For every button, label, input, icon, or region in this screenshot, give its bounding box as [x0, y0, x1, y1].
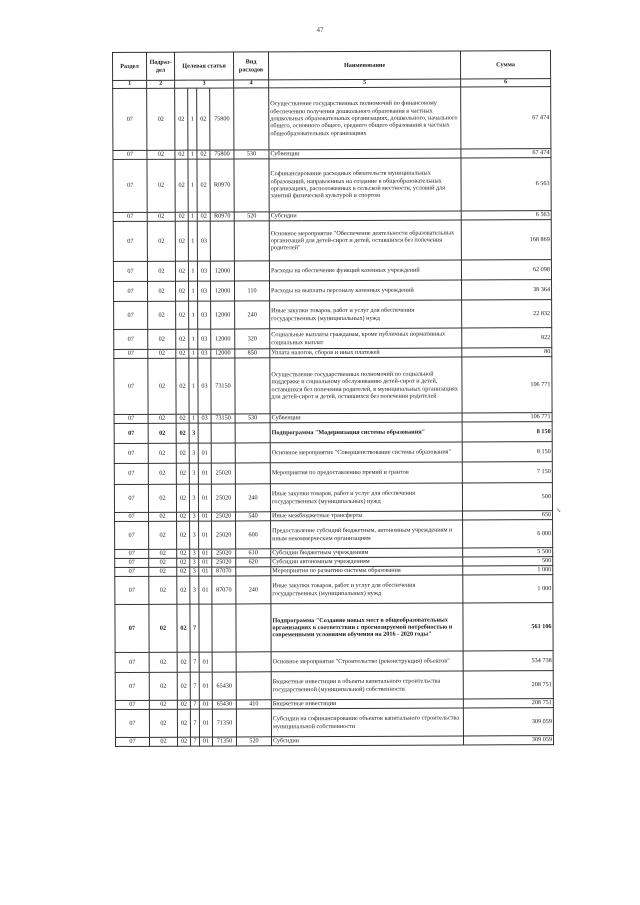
cell-target-3: 03 [197, 261, 210, 281]
cell-target-3: 03 [198, 414, 211, 423]
table-row [113, 158, 551, 213]
cell-sum: 62 098 [461, 260, 551, 280]
cell-target-1: 02 [176, 463, 189, 484]
cell-target-1: 02 [177, 558, 190, 567]
col-number: 1 [113, 80, 147, 88]
cell-podrazdel: 02 [147, 88, 175, 150]
cell-sum: 38 364 [461, 280, 551, 300]
cell-podrazdel: 02 [147, 150, 175, 159]
cell-podrazdel: 02 [149, 652, 177, 672]
cell-target-4: 12000 [210, 261, 234, 281]
cell-sum: 22 832 [462, 300, 552, 328]
cell-target-3: 03 [198, 329, 211, 349]
cell-target-1: 02 [177, 700, 190, 709]
cell-podrazdel: 02 [149, 576, 177, 604]
cell-sum: 106 771 [462, 357, 552, 413]
cell-target-4 [211, 423, 235, 443]
cell-name: Иные закупки товаров, работ и услуг для обеспечения государственных (муниципальных) нужд [270, 300, 462, 329]
cell-sum: 208 751 [463, 699, 553, 708]
cell-target-4: 87070 [212, 567, 236, 576]
cell-target-2: 7 [190, 652, 199, 672]
cell-target-4: 71350 [212, 709, 236, 737]
cell-podrazdel: 02 [148, 484, 176, 512]
cell-name: Расходы на обеспечение функций казенных учреждений [269, 260, 461, 281]
cell-name: Мероприятия по предоставлению премий и грантов [270, 462, 462, 484]
cell-razdel: 07 [113, 88, 147, 150]
cell-target-1: 02 [175, 261, 188, 281]
table-row [114, 280, 552, 302]
cell-target-4: 12000 [211, 281, 235, 301]
cell-target-1: 02 [177, 549, 190, 558]
cell-razdel: 07 [115, 700, 149, 709]
cell-podrazdel: 02 [148, 358, 176, 414]
cell-razdel: 07 [115, 652, 149, 672]
cell-podrazdel: 02 [149, 604, 177, 652]
cell-target-1: 02 [176, 301, 189, 329]
cell-name: Софинансирование расходных обязательств муниципальных образований, направленных на создание в общеобразовательных организациях, расположенных в сельской местности, условий для занятий физической культурой и спортом [269, 158, 461, 212]
cell-target-3: 01 [199, 512, 212, 521]
cell-sum: 822 [462, 328, 552, 348]
cell-target-4: 75800 [210, 88, 234, 150]
cell-target-4: 65430 [212, 700, 236, 709]
cell-target-3: 03 [198, 358, 211, 414]
cell-target-3: 01 [199, 567, 212, 576]
cell-target-2: 1 [188, 159, 197, 212]
cell-target-3: 01 [199, 549, 212, 558]
budget-table [112, 50, 554, 747]
cell-expense-type [235, 423, 270, 443]
col-number: 5 [269, 79, 461, 88]
cell-target-1: 02 [177, 521, 190, 549]
cell-expense-type: 110 [235, 281, 270, 301]
cell-podrazdel: 02 [148, 349, 176, 358]
cell-target-2: 1 [188, 221, 197, 261]
cell-target-2: 3 [190, 512, 199, 521]
cell-sum: 8 150 [462, 422, 552, 442]
cell-sum: 309 059 [463, 736, 553, 745]
cell-target-1: 02 [175, 150, 188, 159]
cell-name: Подпрограмма "Модернизация системы образования" [270, 422, 462, 443]
cell-razdel: 07 [113, 212, 147, 221]
cell-name: Уплата налогов, сборов и иных платежей [270, 348, 462, 358]
cell-name: Социальные выплаты гражданам, кроме публичных нормативных социальных выплат [270, 328, 462, 349]
cell-name: Субсидии [271, 736, 463, 746]
cell-target-3: 02 [197, 150, 210, 159]
cell-target-1: 02 [176, 484, 189, 512]
cell-target-2: 1 [189, 301, 198, 329]
cell-target-2: 3 [189, 423, 198, 443]
header-expense-type: Вид расходов [234, 52, 269, 80]
cell-target-2: 7 [190, 672, 199, 700]
cell-razdel: 07 [114, 414, 148, 423]
cell-target-3: 01 [199, 737, 212, 746]
cell-target-2: 7 [190, 737, 199, 746]
cell-podrazdel: 02 [149, 737, 177, 746]
cell-expense-type [234, 261, 269, 281]
page-number: 47 [316, 26, 324, 34]
cell-target-2: 7 [190, 709, 199, 737]
cell-target-3: 02 [197, 159, 210, 212]
cell-razdel: 07 [115, 576, 149, 604]
cell-razdel: 07 [114, 463, 148, 484]
cell-razdel: 07 [115, 567, 149, 576]
cell-name: Субвенции [269, 149, 461, 159]
cell-podrazdel: 02 [148, 423, 176, 443]
cell-target-3: 01 [199, 709, 212, 737]
cell-target-3: 02 [197, 212, 210, 221]
table-row [115, 671, 553, 701]
cell-sum: 1 000 [463, 566, 553, 575]
cell-target-2: 3 [189, 443, 198, 463]
cell-target-3: 01 [199, 700, 212, 709]
cell-target-2: 3 [189, 463, 198, 484]
cell-expense-type [236, 604, 271, 652]
cell-razdel: 07 [114, 281, 148, 301]
cell-expense-type: 240 [235, 301, 270, 329]
cell-name: Основное мероприятие "Строительство (реконструкция) объектов" [271, 651, 463, 672]
cell-target-4: 25020 [211, 484, 235, 512]
cell-target-1: 02 [176, 423, 189, 443]
margin-mark: ↘ [556, 508, 562, 514]
cell-name: Бюджетные инвестиции в объекты капитального строительства государственной (муниципальной) собственности [271, 671, 463, 700]
cell-sum: 534 738 [463, 651, 553, 671]
cell-target-2: 3 [190, 558, 199, 567]
cell-sum: 6 000 [463, 520, 553, 548]
cell-expense-type [236, 567, 271, 576]
cell-target-2: 1 [189, 349, 198, 358]
cell-target-3: 01 [198, 443, 211, 463]
col-number: 2 [147, 80, 175, 88]
cell-razdel: 07 [115, 604, 149, 652]
cell-razdel: 07 [115, 521, 149, 549]
cell-target-4: 73150 [211, 414, 235, 423]
cell-target-1: 02 [177, 709, 190, 737]
cell-name: Бюджетные инвестиции [271, 699, 463, 709]
cell-sum: 106 771 [462, 413, 552, 422]
table-row [114, 357, 552, 415]
cell-target-1: 02 [175, 221, 188, 261]
cell-razdel: 07 [114, 484, 148, 512]
cell-target-4: 25020 [212, 558, 236, 567]
cell-name: Иные межбюджетные трансферты [271, 511, 463, 521]
header-target-article: Целевая статья [175, 52, 234, 80]
cell-name: Субсидии [269, 211, 461, 221]
cell-target-2: 7 [190, 700, 199, 709]
table-row [115, 520, 553, 550]
cell-podrazdel: 02 [148, 414, 176, 423]
cell-podrazdel: 02 [149, 549, 177, 558]
cell-name: Основное мероприятие "Совершенствование системы образования" [270, 442, 462, 463]
cell-target-4: 25020 [212, 521, 236, 549]
cell-name: Подпрограмма "Создание новых мест в общеобразовательных организациях в соответствии с прогнозируемой потребностью и современными условиями обучения на 2016 - 2020 годы" [271, 603, 463, 652]
table-row [114, 442, 552, 464]
cell-expense-type: 240 [236, 576, 271, 604]
cell-target-1: 02 [177, 672, 190, 700]
cell-target-4: 12000 [211, 349, 235, 358]
cell-target-1: 02 [176, 329, 189, 349]
cell-expense-type: 240 [235, 484, 270, 512]
cell-sum: 500 [462, 483, 552, 511]
cell-target-2: 1 [188, 88, 197, 150]
cell-target-4: 75800 [210, 150, 234, 159]
cell-target-2: 1 [188, 261, 197, 281]
cell-razdel: 07 [113, 150, 147, 159]
cell-name: Осуществление государственных полномочий по финансовому обеспечению получения дошкольного образования в частных дошкольных образовательных организациях, дошкольного, начального общего, основного общего, среднего общего образования в частных общеобразовательных организациях [269, 87, 461, 150]
table-row [114, 300, 552, 330]
cell-target-1: 02 [175, 159, 188, 212]
cell-target-4: 25020 [211, 463, 235, 484]
cell-target-3: 03 [197, 221, 210, 261]
cell-razdel: 07 [115, 709, 149, 737]
cell-target-2: 3 [189, 484, 198, 512]
cell-sum: 1 000 [463, 575, 553, 603]
cell-target-1: 02 [177, 512, 190, 521]
cell-expense-type: 520 [234, 212, 269, 221]
cell-name: Субсидии бюджетным учреждениям [271, 548, 463, 558]
cell-target-3: 03 [198, 301, 211, 329]
cell-target-2: 3 [190, 521, 199, 549]
cell-target-2: 3 [190, 549, 199, 558]
cell-target-3: 03 [198, 349, 211, 358]
cell-expense-type: 530 [235, 414, 270, 423]
cell-target-4: 25020 [212, 549, 236, 558]
cell-expense-type [235, 358, 270, 414]
cell-target-4: 25020 [212, 512, 236, 521]
cell-target-3: 01 [198, 463, 211, 484]
table-row [115, 708, 553, 738]
cell-expense-type: 850 [235, 349, 270, 358]
cell-target-3: 03 [198, 281, 211, 301]
cell-sum: 67 474 [461, 87, 551, 149]
table-row [115, 575, 553, 605]
cell-podrazdel: 02 [149, 672, 177, 700]
cell-target-4 [212, 652, 236, 672]
cell-target-1: 02 [176, 414, 189, 423]
cell-sum: 168 869 [461, 220, 551, 260]
cell-razdel: 07 [114, 329, 148, 349]
cell-sum: 6 563 [461, 211, 551, 220]
cell-target-2: 1 [189, 414, 198, 423]
cell-razdel: 07 [113, 221, 147, 261]
cell-name: Расходы на выплаты персоналу казенных учреждений [270, 280, 462, 301]
cell-razdel: 07 [115, 737, 149, 746]
cell-target-4: 65430 [212, 672, 236, 700]
cell-podrazdel: 02 [149, 709, 177, 737]
col-number: 3 [175, 80, 234, 88]
cell-podrazdel: 02 [147, 212, 175, 221]
cell-target-4 [212, 604, 236, 652]
cell-target-3: 01 [199, 558, 212, 567]
cell-expense-type: 540 [236, 512, 271, 521]
cell-podrazdel: 02 [148, 443, 176, 463]
cell-expense-type: 600 [236, 521, 271, 549]
cell-expense-type: 620 [236, 558, 271, 567]
cell-expense-type [236, 709, 271, 737]
cell-name: Иные закупки товаров, работ и услуг для обеспечения государственных (муниципальных) нужд [270, 483, 462, 512]
cell-podrazdel: 02 [149, 521, 177, 549]
cell-sum: 561 106 [463, 603, 553, 651]
cell-expense-type [234, 221, 269, 261]
cell-razdel: 07 [115, 672, 149, 700]
cell-target-2: 1 [189, 281, 198, 301]
cell-target-4: 73150 [211, 358, 235, 414]
cell-sum: 500 [463, 557, 553, 566]
cell-target-1: 02 [175, 212, 188, 221]
cell-razdel: 07 [113, 261, 147, 281]
cell-target-1: 02 [177, 567, 190, 576]
cell-podrazdel: 02 [149, 700, 177, 709]
cell-razdel: 07 [114, 443, 148, 463]
cell-target-1: 02 [176, 443, 189, 463]
cell-target-1: 02 [175, 88, 188, 150]
cell-expense-type: 530 [234, 150, 269, 159]
cell-target-1: 02 [177, 576, 190, 604]
cell-target-1: 02 [176, 349, 189, 358]
cell-expense-type: 610 [236, 549, 271, 558]
cell-sum: 8 150 [462, 442, 552, 462]
cell-podrazdel: 02 [147, 159, 175, 212]
cell-podrazdel: 02 [147, 261, 175, 281]
cell-target-1: 02 [176, 358, 189, 414]
cell-name: Осуществление государственных полномочий по социальной поддержке и социальному обслуживанию детей-сирот и детей, оставшихся без попечения родителей, в муниципальных организациях для детей-сирот и детей, оставшихся без попечения родителей [270, 357, 462, 414]
cell-expense-type [236, 672, 271, 700]
cell-target-4: R0970 [210, 212, 234, 221]
header-razdel: Раздел [113, 52, 147, 80]
cell-target-1: 02 [177, 737, 190, 746]
table-row [115, 736, 553, 747]
cell-expense-type: 410 [236, 700, 271, 709]
cell-podrazdel: 02 [148, 301, 176, 329]
cell-name: Иные закупки товаров, работ и услуг для обеспечения государственных (муниципальных) нужд [271, 575, 463, 604]
cell-podrazdel: 02 [147, 221, 175, 261]
cell-podrazdel: 02 [148, 329, 176, 349]
table-row [115, 603, 553, 653]
cell-razdel: 07 [114, 358, 148, 414]
cell-name: Субсидии автономным учреждениям [271, 557, 463, 567]
cell-razdel: 07 [115, 512, 149, 521]
cell-target-2: 1 [189, 358, 198, 414]
cell-target-3: 01 [199, 652, 212, 672]
cell-razdel: 07 [114, 349, 148, 358]
cell-target-2: 3 [190, 576, 199, 604]
cell-target-3: 01 [198, 484, 211, 512]
cell-target-3 [199, 604, 212, 652]
cell-target-4: R0970 [210, 159, 234, 212]
header-podrazdel: Подраз-дел [147, 52, 175, 80]
cell-target-2: 3 [190, 567, 199, 576]
cell-expense-type [235, 443, 270, 463]
cell-razdel: 07 [114, 423, 148, 443]
cell-target-2: 1 [188, 150, 197, 159]
cell-razdel: 07 [115, 549, 149, 558]
table-row [113, 260, 551, 282]
cell-target-1: 02 [177, 652, 190, 672]
cell-sum: 309 059 [463, 708, 553, 736]
table-body [113, 87, 554, 747]
cell-target-1: 02 [176, 281, 189, 301]
cell-expense-type [235, 463, 270, 484]
cell-target-4: 12000 [211, 301, 235, 329]
cell-name: Мероприятия по развитию системы образования [271, 566, 463, 576]
cell-razdel: 07 [115, 558, 149, 567]
cell-target-3: 01 [199, 672, 212, 700]
cell-sum: 5 500 [463, 548, 553, 557]
cell-sum: 6 563 [461, 158, 551, 211]
cell-expense-type [234, 88, 269, 150]
col-number: 6 [461, 79, 551, 87]
cell-sum: 208 751 [463, 671, 553, 699]
cell-target-2: 1 [188, 212, 197, 221]
cell-target-4: 71350 [212, 737, 236, 746]
cell-name: Основное мероприятие "Обеспечение деятельности образовательных организаций для детей-сирот и детей, оставшихся без попечения родителей" [269, 220, 461, 261]
cell-razdel: 07 [114, 301, 148, 329]
cell-target-3 [198, 423, 211, 443]
cell-target-4 [210, 221, 234, 261]
cell-target-3: 01 [199, 521, 212, 549]
cell-name: Предоставление субсидий бюджетным, автономным учреждениям и иным некоммерческим организациям [271, 520, 463, 549]
cell-podrazdel: 02 [149, 512, 177, 521]
cell-target-4: 12000 [211, 329, 235, 349]
cell-sum: 67 474 [461, 149, 551, 158]
table-row [114, 422, 552, 444]
cell-podrazdel: 02 [148, 281, 176, 301]
cell-sum: 80 [462, 348, 552, 357]
table-row [114, 328, 552, 350]
cell-target-4: 87070 [212, 576, 236, 604]
cell-razdel: 07 [113, 159, 147, 212]
cell-expense-type [234, 159, 269, 212]
cell-expense-type: 320 [235, 329, 270, 349]
table-row [114, 462, 552, 485]
header-sum: Сумма [460, 51, 550, 79]
cell-name: Субсидии на софинансирование объектов капитального строительства муниципальной собственности [271, 708, 463, 737]
table-row [114, 483, 552, 513]
cell-sum: 650 [463, 511, 553, 520]
cell-expense-type [236, 652, 271, 672]
cell-podrazdel: 02 [148, 463, 176, 484]
cell-podrazdel: 02 [149, 567, 177, 576]
cell-target-2: 7 [190, 604, 199, 652]
cell-target-1: 02 [177, 604, 190, 652]
cell-sum: 7 150 [462, 462, 552, 483]
cell-target-2: 1 [189, 329, 198, 349]
table-row [113, 87, 551, 151]
cell-name: Субвенции [270, 413, 462, 423]
cell-target-3: 01 [199, 576, 212, 604]
cell-target-4 [211, 443, 235, 463]
table-row [113, 220, 551, 262]
cell-target-3: 02 [197, 88, 210, 150]
table-row [115, 651, 553, 673]
header-name: Наименование [269, 51, 461, 80]
col-number: 4 [234, 80, 269, 88]
cell-podrazdel: 02 [149, 558, 177, 567]
cell-expense-type: 520 [236, 737, 271, 746]
